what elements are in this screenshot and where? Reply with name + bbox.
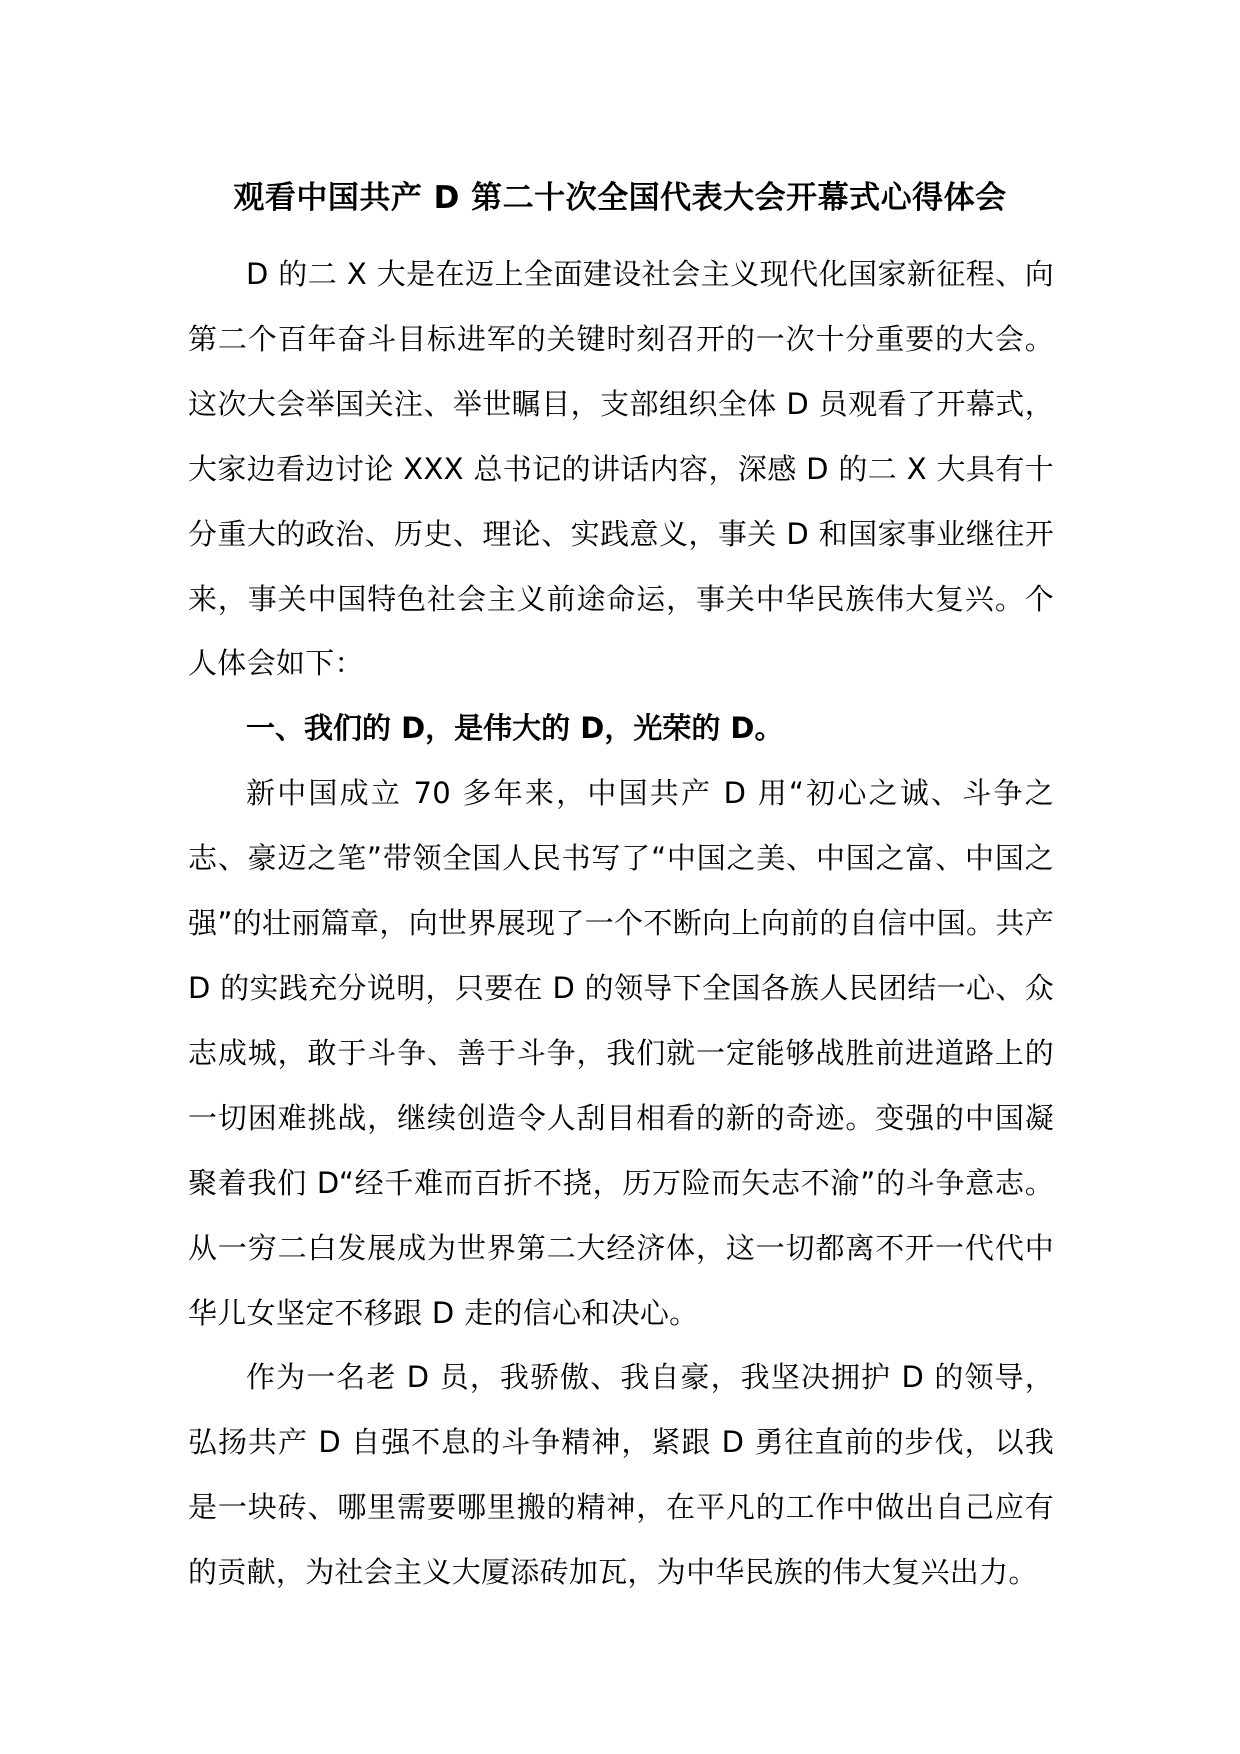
- document-title: 观看中国共产 D 第二十次全国代表大会开幕式心得体会: [233, 180, 1007, 216]
- intro-paragraph: D 的二 X 大是在迈上全面建设社会主义现代化国家新征程、向第二个百年奋斗目标进军的关键时刻召开的一次十分重要的大会。这次大会举国关注、举世瞩目，支部组织全体 D 员观看了开幕式，大家边看边讨论 XXX 总书记的讲话内容，深感 D 的二 X 大具有十分重大的政治、历史、理论、实践意义，事关 D 和国家事业继往开来，事关中国特色社会主义前途命运，事关中华民族伟大复兴。个人体会如下：: [188, 257, 1054, 681]
- document-body: [188, 242, 1054, 1605]
- body-paragraph-2: 作为一名老 D 员，我骄傲、我自豪，我坚决拥护 D 的领导，弘扬共产 D 自强不息的斗争精神，紧跟 D 勇往直前的步伐，以我是一块砖、哪里需要哪里搬的精神，在平凡的工作中做出自己应有的贡献，为社会主义大厦添砖加瓦，为中华民族的伟大复兴出力。: [188, 1360, 1054, 1590]
- body-paragraph-1: 新中国成立 70 多年来，中国共产 D 用“初心之诚、斗争之志、豪迈之笔”带领全国人民书写了“中国之美、中国之富、中国之强”的壮丽篇章，向世界展现了一个不断向上向前的自信中国。共产 D 的实践充分说明，只要在 D 的领导下全国各族人民团结一心、众志成城，敢于斗争、善于斗争，我们就一定能够战胜前进道路上的一切困难挑战，继续创造令人刮目相看的新的奇迹。变强的中国凝聚着我们 D“经千难而百折不挠，历万险而矢志不渝”的斗争意志。从一穷二白发展成为世界第二大经济体，这一切都离不开一代代中华儿女坚定不移跟 D 走的信心和决心。: [188, 776, 1054, 1330]
- section-heading: 一、我们的 D，是伟大的 D，光荣的 D。: [246, 711, 784, 746]
